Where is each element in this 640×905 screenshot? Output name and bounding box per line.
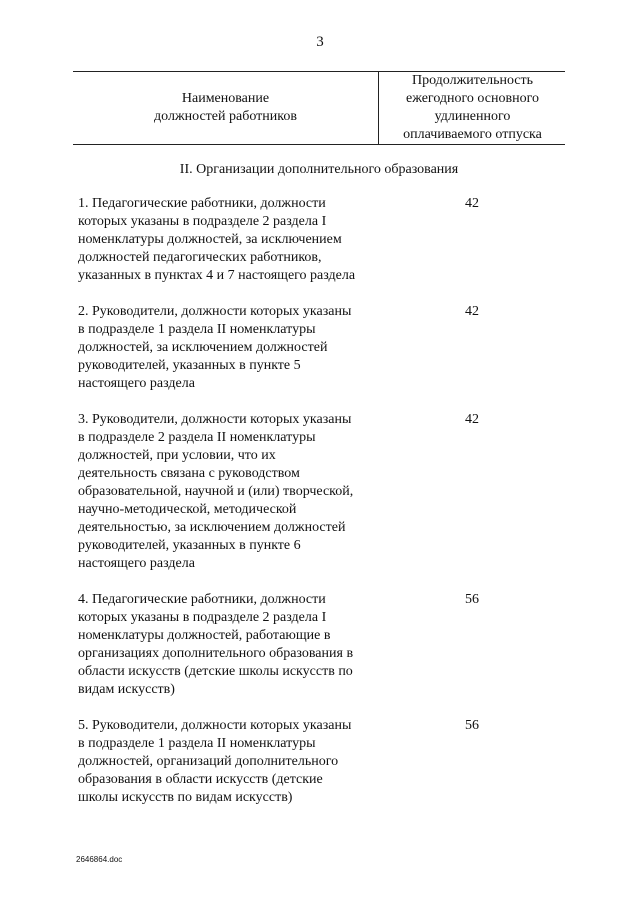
position-description: 5. Руководители, должности которых указаны в подразделе 1 раздела II номенклатуры должностей, организаций дополнительного образования в области искусств (детские школы искусств по видам искусств) [78,718,352,805]
position-description: 3. Руководители, должности которых указаны в подразделе 2 раздела II номенклатуры должностей, при условии, что их деятельность связана с руководством образовательной, научной и (или) творческой, научно-методической, методической деятельностью, за исключением должностей руководителей, указанных в пункте 6 настоящего раздела [78,412,354,571]
vacation-days: 56 [465,592,479,607]
list-item [78,303,558,393]
list-item [78,591,558,699]
vacation-days: 42 [465,412,479,427]
position-description: 4. Педагогические работники, должности которых указаны в подразделе 2 раздела I номенклатуры должностей, работающие в организациях дополнительного образования в области искусств (детские школы искусств по видам искусств) [78,592,354,697]
vacation-days: 56 [465,718,479,733]
header-vacation-duration-column: Продолжительность ежегодного основного удлиненного оплачиваемого отпуска [403,73,542,142]
position-description: 2. Руководители, должности которых указаны в подразделе 1 раздела II номенклатуры должностей, за исключением должностей руководителей, указанных в пункте 5 настоящего раздела [78,304,352,391]
vacation-days: 42 [465,304,479,319]
list-item [78,717,558,807]
page-number: 3 [316,34,324,50]
vacation-days: 42 [465,196,479,211]
position-description: 1. Педагогические работники, должности которых указаны в подразделе 2 раздела I номенклатуры должностей, за исключением должностей педагогических работников, указанных в пунктах 4 и 7 настоящего раздела [78,196,356,283]
header-column-divider [378,71,379,145]
header-positions-column: Наименование должностей работников [154,91,297,124]
document-filename: 2646864.doc [76,855,123,864]
list-item [78,411,558,573]
position-list [78,195,558,825]
list-item [78,195,558,285]
section-title: II. Организации дополнительного образования [179,162,459,177]
